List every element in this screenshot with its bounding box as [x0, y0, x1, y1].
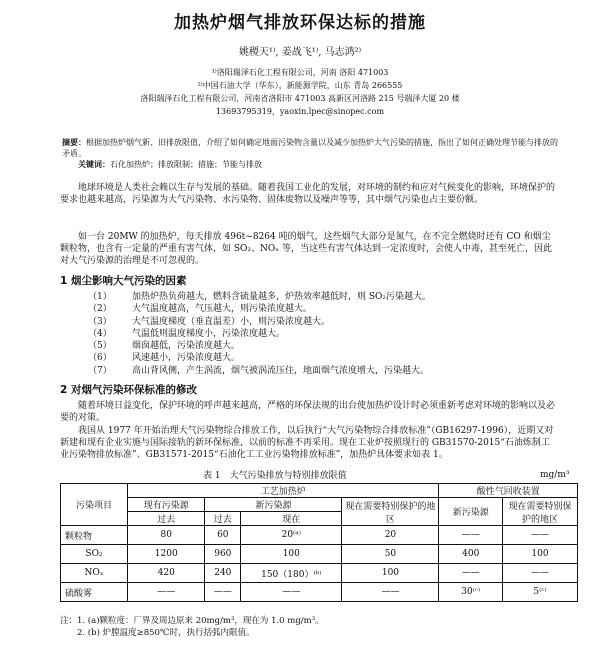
table-header-item: 污染项目 — [61, 484, 128, 526]
table-cell: 1200 — [128, 545, 205, 564]
table-cell: 5⁽ᶜ⁾ — [503, 583, 578, 602]
table-cell: 硫酸雾 — [61, 583, 128, 602]
table-cell: 150（180）⁽ᵇ⁾ — [241, 564, 342, 583]
table-cell: 60 — [205, 526, 241, 545]
table-cell: 30⁽ᶜ⁾ — [439, 583, 503, 602]
table-caption: 表 1 大气污染排放与特别排放限值 — [203, 471, 347, 481]
table-cell: 420 — [128, 564, 205, 583]
table-cell: —— — [342, 583, 439, 602]
table-subheader: 过去 — [205, 512, 241, 526]
list-text: 烟囱越低，污染浓度越大。 — [132, 341, 241, 352]
keywords-text: 石化加热炉；排放限制；措施；节能与排放 — [110, 160, 262, 169]
list-item — [88, 352, 560, 364]
contact-info: 13693795319，yaoxin.lpec@sinopec.com — [215, 107, 385, 116]
list-text: 大气温度越高，气压越大，则污染浓度越大。 — [132, 304, 313, 315]
affiliation-3: 洛阳瑞泽石化工程有限公司，河南省洛阳市 471003 高新区河洛路 215 号瑞泽大厦 20 楼 — [140, 94, 460, 103]
table-cell: 颗粒物 — [61, 526, 128, 545]
keywords-label: 关键词： — [78, 160, 110, 169]
table-notes — [60, 615, 324, 639]
list-number: （6） — [88, 353, 112, 364]
list-number: （4） — [88, 328, 112, 339]
table-cell: —— — [439, 526, 503, 545]
abstract — [62, 137, 560, 159]
table-cell: —— — [503, 564, 578, 583]
table-group-header: 工艺加热炉 — [128, 484, 439, 498]
table-cell: 100 — [342, 564, 439, 583]
table-unit: mg/m³ — [540, 470, 570, 480]
list-item — [88, 365, 560, 377]
table-cell: 20⁽ᵃ⁾ — [241, 526, 342, 545]
list-item — [88, 340, 560, 352]
list-text: 加热炉热负荷越大，燃料含硫量越多，炉热效率越低时，则 SO₂污染越大。 — [132, 292, 432, 302]
affiliation-1: ¹⁾洛阳瑞泽石化工程有限公司，河南 洛阳 471003 — [211, 68, 389, 77]
table-subheader: 过去 — [128, 512, 205, 526]
affiliation-2: ²⁾中国石油大学（华东），新能源学院，山东 青岛 266555 — [197, 81, 403, 90]
list-number: （2） — [88, 304, 112, 315]
table-cell: NOₓ — [61, 564, 128, 583]
table-group-header: 酸性气回收装置 — [439, 484, 578, 498]
list-number: （7） — [88, 365, 112, 376]
list-item — [88, 303, 560, 315]
list-number: （5） — [88, 341, 112, 352]
table-header: 新污染源 — [205, 498, 342, 512]
abstract-text: 根据加热炉烟气新、旧排放限值，介绍了如何确定地面污染物含量以及减少加热炉大气污染的措施，指出了如何正确处理节能与排放的矛盾。 — [62, 138, 558, 158]
list-text: 大气温度梯度（垂直温差）小，则污染浓度越大。 — [132, 316, 331, 327]
factor-list — [88, 291, 560, 377]
table-cell: —— — [205, 583, 241, 602]
list-number: （1） — [88, 292, 112, 302]
author-list: 姚稷天¹⁾, 姜战飞¹⁾, 马志鸿²⁾ — [238, 47, 362, 58]
table-cell: 50 — [342, 545, 439, 564]
emission-limits-table — [60, 483, 578, 602]
table-cell: 20 — [342, 526, 439, 545]
intro-paragraph-2: 如一台 20MW 的加热炉，每天排放 496t~8264 吨的烟气，这些烟气大部分是氮气，在不完全燃烧时还有 CO 和烟尘颗粒物，也含有一定量的严重有害气体，如 SO₂、NOₓ 等，当这些有害气体达到一定浓度时，会使人中毒，甚至死亡，因此对大气污染源的治理是不可忽视的。 — [60, 232, 552, 266]
list-text: 风速越小，污染浓度越大。 — [132, 353, 241, 364]
section2-paragraph-1: 随着环境日益变化，保护环境的呼声越来越高，严格的环保法规的出台使加热炉设计时必须重新考虑对环境的影响以及必要的对策。 — [60, 401, 556, 423]
keywords — [78, 159, 262, 170]
list-text: 高山背风侧，产生涡流，烟气被涡流压住，地面烟气浓度增大，污染越大。 — [132, 365, 430, 376]
section-heading-1: 1 烟尘影响大气污染的因素 — [60, 275, 187, 287]
list-number: （3） — [88, 316, 112, 327]
abstract-label: 摘要： — [62, 138, 86, 147]
paper-title: 加热炉烟气排放环保达标的措施 — [174, 13, 426, 33]
table-cell: 100 — [503, 545, 578, 564]
table-cell: 960 — [205, 545, 241, 564]
table-header: 现在需要特别保护的地区 — [503, 498, 578, 526]
list-item — [88, 328, 560, 340]
table-subheader: 现在 — [241, 512, 342, 526]
table-note: 2. (b) 炉膛温度≥850℃时，执行括弧内限值。 — [60, 628, 255, 638]
intro-paragraph-1: 地球环境是人类社会赖以生存与发展的基础。随着我国工业化的发展，对环境的制约和应对气候变化的影响，环境保护的要求也越来越高，污染源为大气污染物、水污染物、固体废物以及噪声等等，其中烟气污染也占主要份额。 — [60, 183, 556, 205]
list-text: 气温低则温度梯度小，污染浓度越大。 — [132, 328, 286, 339]
table-cell: —— — [128, 583, 205, 602]
table-cell: —— — [241, 583, 342, 602]
table-cell: —— — [439, 564, 503, 583]
table-cell: —— — [503, 526, 578, 545]
section-heading-2: 2 对烟气污染环保标准的修改 — [60, 384, 197, 396]
table-cell: 100 — [241, 545, 342, 564]
table-row — [61, 564, 578, 583]
table-row — [61, 526, 578, 545]
table-cell: 80 — [128, 526, 205, 545]
list-item — [88, 291, 560, 303]
table-note: 注：1. (a)颗粒度：厂界及周边原来 20mg/m³，现在为 1.0 mg/m³。 — [60, 616, 324, 626]
table-row — [61, 583, 578, 602]
table-cell: SO₂ — [61, 545, 128, 564]
list-item — [88, 316, 560, 328]
table-cell: 240 — [205, 564, 241, 583]
section2-paragraph-2: 我国从 1977 年开始治理大气污染物综合排放工作，以后执行“大气污染物综合排放标准”（GB16297-1996），近期又对新建和现有企业实施与国际接轨的新环保标准，以前的标准不再采用。现在工业炉按照现行的 GB31570-2015“石油炼制工业污染物排放标准”、GB31571-2015“石油化工工业污染物排放标准”，加热炉具体要求如表 1。 — [60, 426, 554, 460]
table-header: 现有污染源 — [128, 498, 205, 512]
table-cell: 400 — [439, 545, 503, 564]
table-header: 现在需要特别保护的地区 — [342, 498, 439, 526]
table-row — [61, 545, 578, 564]
table-header: 新污染源 — [439, 498, 503, 526]
